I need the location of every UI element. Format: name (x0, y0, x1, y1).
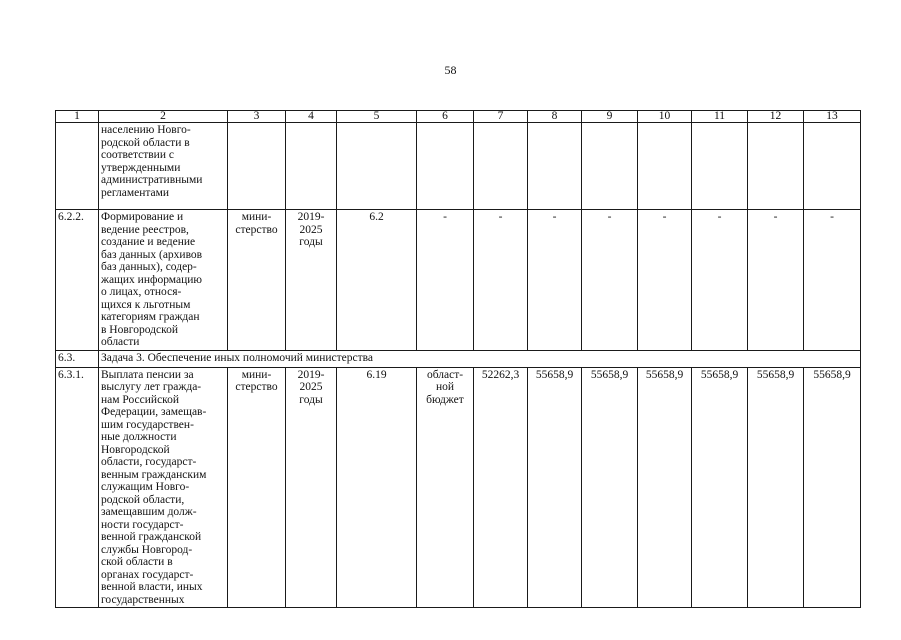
row-number: 6.2.2. (56, 210, 99, 351)
header-cell: 3 (228, 111, 286, 123)
cell-line: стерство (235, 223, 278, 236)
cell-line: венной гражданской (101, 531, 202, 543)
cell-line: Федерации, замещав- (101, 406, 207, 418)
cell-line: мини- (241, 368, 272, 381)
cell-line: Формирование и (101, 211, 184, 223)
executor (228, 367, 286, 608)
cell-line: област- (426, 368, 464, 381)
header-cell: 10 (638, 111, 692, 123)
cell-line: утвержденными (101, 161, 181, 174)
cell-line: венным гражданским (101, 468, 207, 481)
activity-name (99, 123, 228, 210)
cell-line: ности государст- (101, 518, 184, 531)
cell-line: Выплата пенсии за (101, 368, 194, 381)
cell-line: населению Новго- (101, 124, 191, 136)
cell-line: венной власти, иных (101, 581, 203, 593)
cell-line: выслугу лет гражда- (101, 381, 202, 393)
funding-value (692, 123, 748, 210)
cell-line: ской области в (101, 556, 173, 568)
funding-value (804, 123, 861, 210)
funding-value (582, 123, 638, 210)
header-cell: 8 (528, 111, 582, 123)
activity-name (99, 367, 228, 608)
cell-line: годы (299, 393, 323, 406)
row-number (56, 123, 99, 210)
funding-value: 55658,9 (638, 367, 692, 608)
funding-value: 55658,9 (804, 367, 861, 608)
page-number: 58 (444, 63, 457, 77)
row-number: 6.3. (56, 350, 99, 367)
cell-line: ной (435, 381, 455, 393)
header-cell: 13 (804, 111, 861, 123)
funding-value: - (748, 210, 804, 351)
target-indicator: 6.2 (337, 210, 417, 351)
funding-value: - (474, 210, 528, 351)
row-number: 6.3.1. (56, 367, 99, 608)
cell-line: категориям граждан (101, 311, 200, 323)
funding-value (748, 123, 804, 210)
cell-line: мини- (241, 211, 272, 223)
program-table (55, 110, 861, 608)
funding-value: - (638, 210, 692, 351)
header-cell: 4 (286, 111, 337, 123)
cell-line: административными (101, 174, 203, 186)
cell-line: ведение реестров, (101, 223, 189, 236)
cell-line: 2019- (297, 368, 325, 381)
header-cell: 1 (56, 111, 99, 123)
period (286, 210, 337, 351)
funding-value: - (582, 210, 638, 351)
funding-value: 52262,3 (474, 367, 528, 608)
cell-line: шим государствен- (101, 418, 194, 431)
funding-value: 55658,9 (692, 367, 748, 608)
cell-line: создание и ведение (101, 236, 196, 248)
cell-line: 2025 (299, 381, 323, 393)
funding-value: 55658,9 (582, 367, 638, 608)
header-row (56, 111, 861, 123)
header-cell: 2 (99, 111, 228, 123)
executor (228, 210, 286, 351)
funding-value: 55658,9 (528, 367, 582, 608)
funding-source (417, 123, 474, 210)
cell-line: в Новгородской (101, 323, 179, 336)
header-cell: 12 (748, 111, 804, 123)
funding-value (528, 123, 582, 210)
funding-source (417, 210, 474, 351)
funding-value (474, 123, 528, 210)
header-cell: 7 (474, 111, 528, 123)
cell-line: нам Российской (101, 393, 180, 406)
cell-line: государственных (101, 593, 185, 606)
funding-value: - (804, 210, 861, 351)
funding-value (638, 123, 692, 210)
cell-line: замещавшим долж- (101, 506, 197, 518)
cell-line: баз данных (архивов (101, 248, 203, 261)
cell-line: бюджет (426, 393, 464, 406)
funding-source (417, 367, 474, 608)
header-cell: 11 (692, 111, 748, 123)
period (286, 123, 337, 210)
cell-line: соответствии с (101, 149, 174, 161)
cell-line: 2019- (297, 211, 325, 223)
table-row (56, 210, 861, 351)
table-row (56, 123, 861, 210)
cell-line: годы (299, 236, 323, 248)
funding-value: 55658,9 (748, 367, 804, 608)
executor (228, 123, 286, 210)
cell-line: баз данных), содер- (101, 261, 197, 273)
cell-line: органах государст- (101, 568, 194, 581)
header-cell: 9 (582, 111, 638, 123)
cell-line: стерство (235, 381, 278, 393)
table-row (56, 367, 861, 608)
header-cell: 6 (417, 111, 474, 123)
cell-line: служащим Новго- (101, 481, 190, 493)
funding-value: - (528, 210, 582, 351)
activity-name (99, 210, 228, 351)
cell-line: службы Новгород- (101, 543, 193, 556)
cell-line: области, государст- (101, 456, 197, 468)
cell-line: о лицах, относя- (101, 286, 182, 298)
cell-line: щихся к льготным (101, 298, 191, 311)
cell-line: - (443, 211, 447, 223)
table-body (56, 111, 861, 608)
cell-line: 2025 (299, 223, 323, 236)
target-indicator (337, 123, 417, 210)
period (286, 367, 337, 608)
cell-line: Новгородской (101, 443, 170, 456)
table-row (56, 350, 861, 367)
cell-line: жащих информацию (101, 273, 202, 286)
task-title: Задача 3. Обеспечение иных полномочий министерства (99, 350, 861, 367)
cell-line: области (101, 336, 140, 348)
cell-line: регламентами (101, 186, 170, 199)
cell-line: ные должности (101, 431, 177, 443)
header-cell: 5 (337, 111, 417, 123)
cell-line: родской области, (101, 493, 185, 506)
target-indicator: 6.19 (337, 367, 417, 608)
cell-line: родской области в (101, 136, 190, 149)
funding-value: - (692, 210, 748, 351)
